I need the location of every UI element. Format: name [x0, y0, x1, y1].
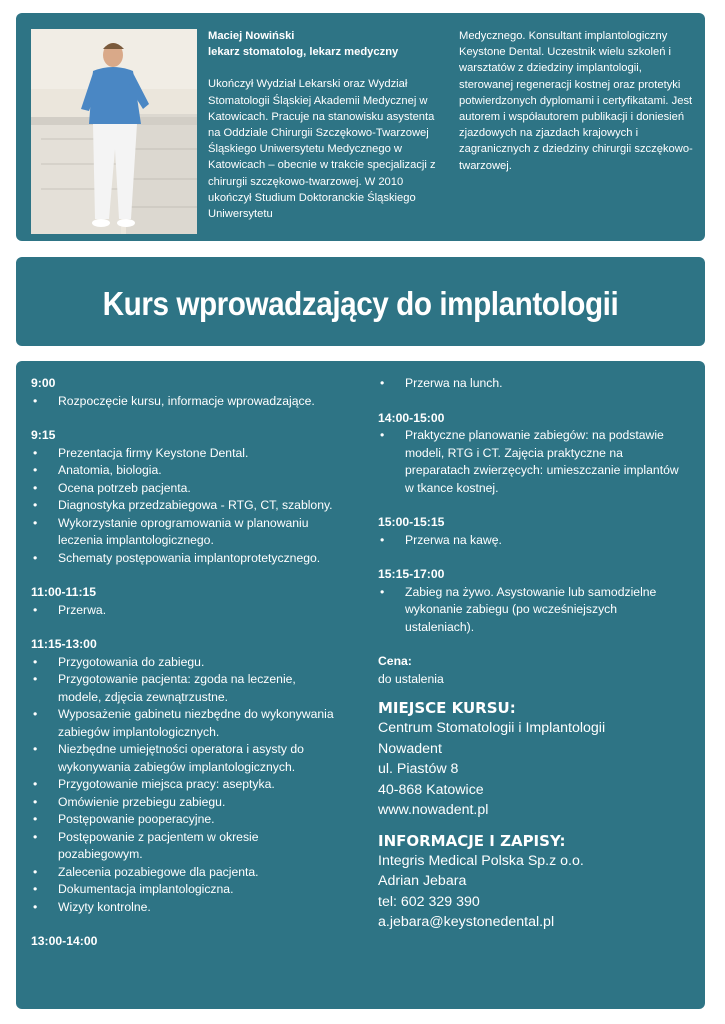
schedule-item: • Przerwa na kawę. — [378, 532, 688, 550]
bio-panel — [16, 13, 705, 241]
venue-line: Nowadent — [378, 740, 442, 757]
schedule-item: • Przerwa. — [31, 602, 341, 620]
schedule-item: • Omówienie przebiegu zabiegu. — [31, 794, 341, 812]
venue-heading: MIEJSCE KURSU: — [378, 699, 516, 717]
schedule-item: • Przygotowania do zabiegu. — [31, 654, 341, 672]
doctor-photo — [31, 29, 197, 234]
schedule-time: 14:00-15:00 — [378, 410, 445, 425]
info-details — [378, 851, 688, 933]
price-block — [378, 653, 688, 688]
phone-number[interactable]: tel: 602 329 390 — [378, 893, 480, 910]
schedule-column-right — [378, 375, 688, 933]
email-link[interactable]: a.jebara@keystonedental.pl — [378, 914, 555, 930]
schedule-item: • Niezbędne umiejętności operatora i asysty do wykonywania zabiegów implantologicznych. — [31, 741, 341, 776]
schedule-item: • Ocena potrzeb pacjenta. — [31, 480, 341, 498]
schedule-block — [31, 636, 341, 916]
schedule-item: • Prezentacja firmy Keystone Dental. — [31, 445, 341, 463]
schedule-block — [31, 375, 341, 410]
schedule-time: 9:00 — [31, 376, 56, 390]
info-heading: INFORMACJE I ZAPISY: — [378, 831, 566, 850]
title-panel — [16, 257, 705, 346]
venue-line: Centrum Stomatologii i Implantologii — [378, 720, 606, 736]
schedule-column-left — [31, 375, 341, 951]
schedule-block — [378, 514, 688, 549]
schedule-block — [31, 584, 341, 619]
bio-text-part1: Ukończył Wydział Lekarski oraz Wydział Stomatologii Śląskiej Akademii Medycznej w Katowicach. Pracuje na stanowisku asystenta na Oddziale Chirurgii Szczękowo-Twarzowej Śląskiego Uniwersytetu Medycznego w Katowicach – obecnie w trakcie specjalizacji z chirurgii szczękowo-twarzowej. W 2010 ukończył Studium Doktoranckie Śląskiego Uniwersytetu — [208, 78, 436, 221]
doctor-name: Maciej Nowiński — [208, 30, 295, 42]
schedule-item: • Anatomia, biologia. — [31, 462, 341, 480]
venue-website-link[interactable]: www.nowadent.pl — [378, 802, 489, 818]
schedule-item: • Przygotowanie pacjenta: zgoda na leczenie, modele, zdjęcia zewnątrzustne. — [31, 671, 341, 706]
schedule-panel — [16, 361, 705, 1009]
schedule-time: 15:15-17:00 — [378, 567, 445, 581]
price-label: Cena: — [378, 654, 412, 668]
schedule-item: • Przygotowanie miejsca pracy: aseptyka. — [31, 776, 341, 794]
schedule-item: • Wyposażenie gabinetu niezbędne do wykonywania zabiegów implantologicznych. — [31, 706, 341, 741]
schedule-item: • Diagnostyka przedzabiegowa - RTG, CT, szablony. — [31, 497, 341, 515]
schedule-time: 15:00-15:15 — [378, 515, 445, 529]
venue-details — [378, 718, 688, 821]
schedule-block — [378, 566, 688, 636]
doctor-role: lekarz stomatolog, lekarz medyczny — [208, 46, 399, 59]
bio-text-part2: Medycznego. Konsultant implantologiczny Keystone Dental. Uczestnik wielu szkoleń i warsztatów z dziedziny implantologii, sterowanej regeneracji kostnej oraz protetyki potwierdzonych dyplomami i certyfikatami. Jest autorem i współautorem publikacji i doniesień zjazdowych na zjazdach krajowych i zagranicznych z dziedziny chirurgii szczękowo-twarzowej. — [459, 30, 693, 172]
schedule-item: • Rozpoczęcie kursu, informacje wprowadzające. — [31, 393, 341, 411]
schedule-block — [31, 427, 341, 567]
schedule-time: 11:00-11:15 — [31, 585, 97, 599]
schedule-block — [378, 410, 688, 498]
schedule-block — [378, 375, 688, 393]
schedule-time: 11:15-13:00 — [31, 637, 97, 651]
bio-column-right — [459, 28, 694, 174]
schedule-item: • Zabieg na żywo. Asystowanie lub samodzielne wykonanie zabiegu (po wcześniejszych ustaleniach). — [378, 584, 688, 637]
venue-line: ul. Piastów 8 — [378, 761, 459, 777]
schedule-item: • Zalecenia pozabiegowe dla pacjenta. — [31, 864, 341, 882]
info-line: Integris Medical Polska Sp.z o.o. — [378, 852, 584, 869]
price-value: do ustalenia — [378, 671, 444, 686]
bio-column-left — [208, 28, 438, 222]
schedule-time: 13:00-14:00 — [31, 934, 98, 948]
schedule-item: • Wizyty kontrolne. — [31, 899, 341, 917]
info-line: Adrian Jebara — [378, 873, 467, 889]
venue-line: 40-868 Katowice — [378, 781, 484, 798]
schedule-item: • Dokumentacja implantologiczna. — [31, 881, 341, 899]
schedule-time: 9:15 — [31, 428, 56, 442]
schedule-item: • Praktyczne planowanie zabiegów: na podstawie modeli, RTG i CT. Zajęcia praktyczne na preparatach zwierzęcych: umieszczanie implantów w tkance kostnej. — [378, 427, 688, 497]
schedule-item: • Wykorzystanie oprogramowania w planowaniu leczenia implantologicznego. — [31, 515, 341, 550]
course-title: Kurs wprowadzający do implantologii — [102, 284, 619, 322]
schedule-item: • Schematy postępowania implantoprotetycznego. — [31, 550, 341, 568]
schedule-item: • Postępowanie pooperacyjne. — [31, 811, 341, 829]
schedule-item: • Postępowanie z pacjentem w okresie pozabiegowym. — [31, 829, 341, 864]
schedule-item: • Przerwa na lunch. — [378, 375, 688, 393]
